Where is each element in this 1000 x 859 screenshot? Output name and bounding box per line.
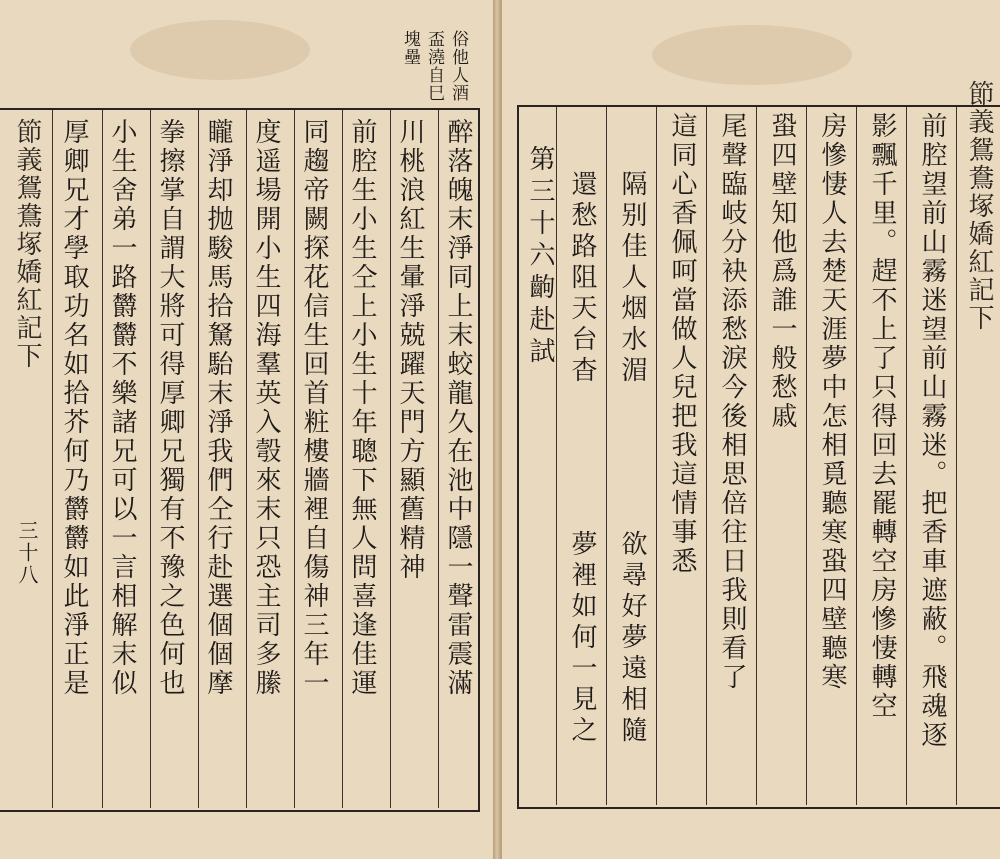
text-column: 拳擦掌自謂大將可得厚卿兄獨有不豫之色何也 <box>155 118 185 698</box>
text-column: 蛩四壁知他爲誰一般愁戚 <box>767 112 797 431</box>
verse-line: 欲尋好夢遠相隨 <box>617 530 647 747</box>
text-column: 小生舍弟一路欝欝不樂諸兄可以一言相解末似 <box>107 118 137 698</box>
folio-number: 三十八 <box>15 520 39 586</box>
text-column: 厚卿兄才學取功名如拾芥何乃欝欝如此淨正是 <box>59 118 89 698</box>
header-note: 塊壘 <box>400 30 420 66</box>
text-column: 矓淨却抛駿馬拾駑駘末淨我們仝行赴選個個摩 <box>203 118 233 698</box>
column-rule <box>956 107 957 805</box>
paper-stain <box>130 20 310 80</box>
text-column: 影飄千里。趕不上了只得回去罷轉空房慘悽轉空 <box>867 112 897 721</box>
verse-line: 隔别佳人烟水湄 <box>617 170 647 387</box>
text-column: 這同心香佩呵當做人兒把我這情事悉 <box>667 112 697 576</box>
column-rule <box>706 107 707 805</box>
text-column: 同趨帝闕探花信生回首粧樓牆裡自傷神三年一 <box>299 118 329 698</box>
header-note: 盃澆自巳 <box>424 30 444 102</box>
text-column: 前腔望前山霧迷望前山霧迷。把香車遮蔽。飛魂逐 <box>917 112 947 750</box>
column-rule <box>906 107 907 805</box>
column-rule <box>806 107 807 805</box>
left-page <box>0 0 494 859</box>
text-column: 尾聲臨岐分袂添愁淚今後相思倍往日我則看了 <box>717 112 747 692</box>
text-column: 度遥場開小生四海羣英入彀來末只恐主司多縢 <box>251 118 281 698</box>
column-rule <box>606 107 607 805</box>
column-rule <box>656 107 657 805</box>
scene-heading: 第三十六齣赴試 <box>525 145 555 369</box>
text-column: 醉落魄末淨同上末蛟龍久在池中隱一聲雷震滿 <box>443 118 473 698</box>
paper-stain <box>652 25 852 85</box>
column-rule <box>856 107 857 805</box>
header-note: 俗他人酒 <box>448 30 468 102</box>
margin-title: 節義鴛鴦塚嬌紅記下 <box>12 118 42 370</box>
column-rule <box>52 110 53 808</box>
right-page <box>501 0 1000 859</box>
verse-line: 還愁路阻天台杳 <box>567 170 597 387</box>
column-rule <box>756 107 757 805</box>
book-gutter <box>493 0 501 859</box>
margin-title: 節義鴛鴦塚嬌紅記下 <box>964 80 994 332</box>
verse-line: 夢裡如何一見之 <box>567 530 597 747</box>
text-column: 前腔生小生仝上小生十年聰下無人問喜逢佳運 <box>347 118 377 698</box>
text-column: 川桃浪紅生暈淨兢躍天門方顯舊精神 <box>395 118 425 582</box>
text-column: 房慘悽人去楚天涯夢中怎相覓聽寒蛩四壁聽寒 <box>817 112 847 692</box>
